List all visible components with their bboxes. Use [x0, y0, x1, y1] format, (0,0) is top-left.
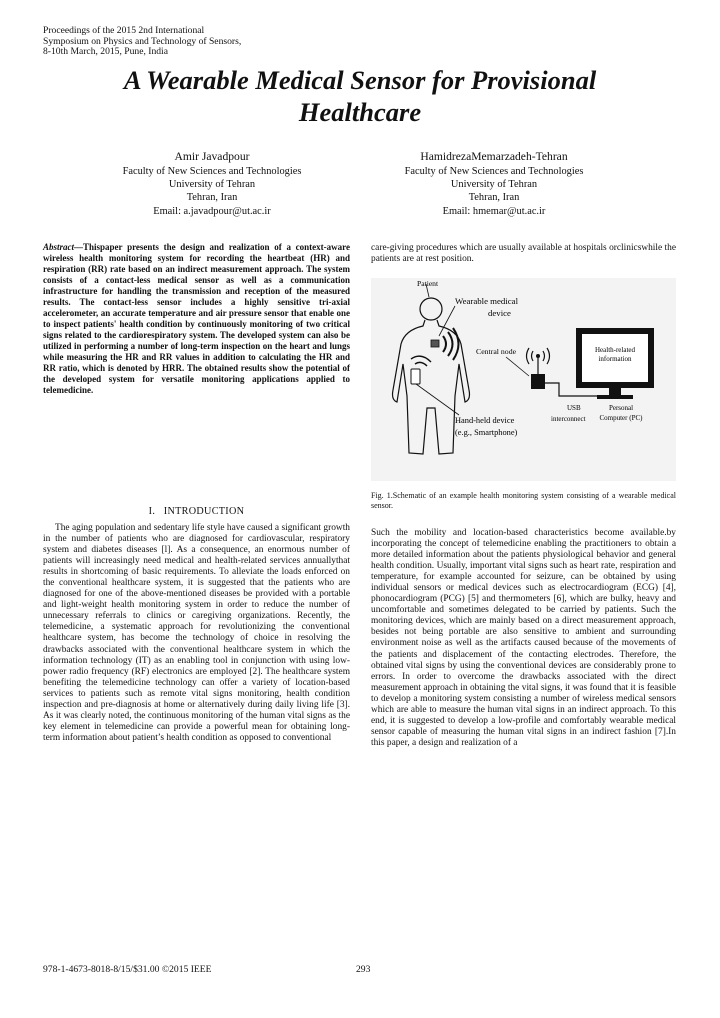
- handheld-device-icon: [411, 369, 420, 384]
- figure-1: [371, 278, 676, 481]
- author-university: University of Tehran: [168, 178, 256, 190]
- author-block-1: [87, 150, 337, 218]
- figure-label-usb-2: interconnect: [551, 415, 586, 423]
- author-name: Amir Javadpour: [174, 150, 250, 163]
- section-title: INTRODUCTION: [163, 506, 245, 517]
- author-email[interactable]: Email: a.javadpour@ut.ac.ir: [153, 205, 271, 217]
- figure-label-usb-1: USB: [567, 404, 581, 412]
- proceedings-header: [43, 26, 241, 58]
- author-name: HamidrezaMemarzadeh-Tehran: [420, 150, 568, 163]
- figure-label-patient: Patient: [417, 279, 439, 288]
- handheld-waves-icon: [411, 356, 431, 366]
- abstract-text: Thispaper presents the design and realization of a context-aware wireless health monitoring system for recording the heartbeat (HR) and respiration (RR) rate based on an indirect measurement approach. The system consists of a contact-less medical sensor as well as a communication infrastructure for handling the transmission and reception of the measured results. The contact-less sensor includes a highly sensitive tri-axial accelerometer, an accurate temperature and air pressure sensor that enable one to inspect patients' health condition by continuously monitoring of two critical signs related to the cardiorespiratory system. The developed system can also be utilized in performing a number of long-term inspection on the heart and lungs while measuring the HR and RR values in addition to calculating the HR and RR ratio, which is denoted by HRR. The obtained results show the potential of the developed system for versatile monitoring applications applied to telemedicine.: [43, 242, 350, 395]
- author-block-2: [369, 150, 619, 218]
- intro-left-column: The aging population and sedentary life style have caused a significant growth in the number of patients who are diagnosed for cardiovascular, respiratory system and diabetes diseases [l]. As a consequence, an enormous number of patients will increasingly need medical and health-related services annuallythat results in shortcoming of basic requirements. To alleviate the loads enforced on the conventional healthcare system, it is suggested that the patients who are diagnosed for one of the above-mentioned diseases be provided with a portable and light-weight health monitoring system in order to reduce the number of unnecessary referrals to clinics or caregiving organizations. Recently, the telemedicine, a systematic approach for revolutionizing the conventional healthcare system, has become the technology of choice in resolving the drawbacks associated with the conventional healthcare system in which the information technology (IT) as an enabling tool in conjunction with using low-power radio frequency (RF) electronics are employed [2]. The healthcare system benefiting the telemedicine technology can offer a variety of location-based services to patients such as remote vital signs monitoring, health condition inspection and pre-diagnosis at home or alternatively during daily living life [3]. As it was clearly noted, the continuous monitoring of the human vital signs as the key element in telemedicine can provide a powerful mean for obtaining long-term information about patient’s health condition as opposed to conventional: [43, 523, 350, 743]
- page-number: 293: [356, 964, 371, 975]
- wearable-device: [431, 340, 439, 347]
- author-location: Tehran, Iran: [468, 192, 520, 204]
- pointer-line-central: [506, 357, 529, 376]
- figure-label-wearable-2: device: [488, 308, 511, 318]
- figure-label-info-2: information: [598, 355, 632, 363]
- figure-label-hand-1: Hand-held device: [455, 416, 515, 425]
- abstract-lead: Abstract—: [43, 242, 84, 252]
- proceedings-line-1: Proceedings of the 2015 2nd International: [43, 25, 205, 36]
- personal-computer-icon: [576, 328, 654, 399]
- author-affiliation: Faculty of New Sciences and Technologies: [122, 165, 302, 177]
- section-heading: [43, 506, 350, 517]
- author-location: Tehran, Iran: [186, 192, 238, 204]
- figure-label-hand-2: (e.g., Smartphone): [455, 428, 518, 437]
- pointer-line-handheld: [416, 384, 459, 415]
- figure-label-pc-1: Personal: [608, 404, 634, 412]
- intro-right-column: Such the mobility and location-based characteristics become available.by incorporating the concept of telemedicine enabling the practitioners to obtain a more detailed information about the patients physiological behavior and general health condition. Usually, important vital signs such as heart rate, respiration and temperature, for example accounted for seizure, can be obtained by using individual sensors or medical devices such as electrocardiogram (ECG) [4], phonocardiogram (PCG) [5] and thermometers [6], which are bulky, heavy and uncomfortable and sometimes delegated to be carried by patients. Such the monitoring devices, which are mainly based on a direct measurement approach, besides not being portable are also sensitive to ambient and surrounding environment noise as well as the artifacts caused because of the movements of the patients and displacement of the contacting electrodes. Therefore, the obtained vital signs by using the conventional devices are considerably prone to errors. In order to overcome the drawbacks associated with the direct measurement approach in obtaining the vital signs, it was found that it is feasible to develop a monitoring system consisting a number of wireless medical sensors which are able to measure the human vital signs in an indirect approach. To this end, it is suggested to develop a low-profile and comfortably wearable medical sensor capable of measuring the human vital signs in an indirect fashion [7].In this paper, a design and realization of a: [371, 528, 676, 748]
- figure-caption: Fig. 1.Schematic of an example health monitoring system consisting of a wearable medical sensor.: [371, 491, 676, 510]
- wireless-waves-icon: [443, 328, 459, 360]
- author-university: University of Tehran: [450, 178, 538, 190]
- author-affiliation: Faculty of New Sciences and Technologies: [404, 165, 584, 177]
- footer-isbn: 978-1-4673-8018-8/15/$31.00 ©2015 IEEE: [43, 964, 212, 975]
- figure-label-pc-2: Computer (PC): [599, 414, 643, 422]
- proceedings-line-2: Symposium on Physics and Technology of Sensors,: [43, 35, 242, 47]
- central-node-icon: [531, 374, 545, 389]
- paper-title-line-2: Healthcare: [298, 97, 422, 127]
- author-email[interactable]: Email: hmemar@ut.ac.ir: [442, 205, 546, 217]
- figure-label-info-1: Health-related: [594, 346, 636, 354]
- proceedings-line-3: 8-10th March, 2015, Pune, India: [43, 46, 168, 58]
- paper-title: [30, 64, 690, 128]
- paper-title-line-1: A Wearable Medical Sensor for Provisional: [123, 65, 597, 95]
- figure-label-central-node: Central node: [476, 347, 517, 356]
- figure-1-schematic: [371, 278, 676, 481]
- figure-label-wearable-1: Wearable medical: [455, 296, 519, 306]
- section-number: I.: [148, 506, 156, 517]
- right-column-top-text: care-giving procedures which are usually available at hospitals orclinicswhile the patients are at rest position.: [371, 243, 676, 265]
- abstract: [43, 242, 350, 396]
